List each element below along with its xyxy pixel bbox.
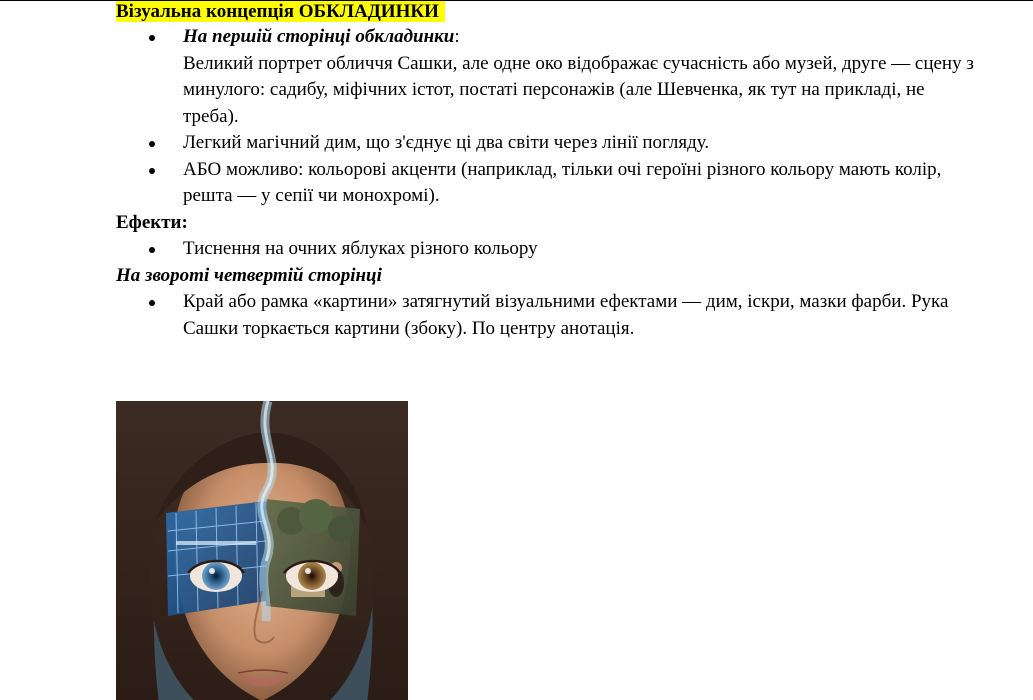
back-cover-list (116, 289, 976, 342)
smoke-description: Легкий магічний дим, що з'єднує ці два світи через лінії погляду. (183, 132, 710, 153)
portrait-illustration (116, 401, 408, 700)
front-cover-list (116, 24, 976, 210)
front-cover-title: На першій сторінці обкладинки (183, 26, 455, 47)
title-colon: : (454, 26, 460, 47)
highlighted-heading-text: Візуальна концепція ОБКЛАДИНКИ (116, 1, 445, 22)
cover-portrait-image (116, 401, 408, 700)
bullet-icon (149, 247, 155, 253)
bullet-icon (149, 141, 155, 147)
effects-item-text: Тиснення на очних яблуках різного кольору (183, 238, 538, 259)
list-item (183, 24, 976, 130)
list-item (183, 130, 976, 157)
bullet-icon (149, 168, 155, 174)
back-cover-item-text: Край або рамка «картини» затягнутий візуальними ефектами — дим, іскри, мазки фарби. Рука Сашки торкається картини (збоку). По центру анотація. (183, 291, 949, 339)
list-item (183, 157, 976, 210)
effects-label: Ефекти: (116, 211, 188, 233)
section-heading (116, 0, 976, 24)
effects-list (116, 236, 976, 263)
front-cover-description: Великий портрет обличчя Сашки, але одне око відображає сучасність або музей, друге — сцену з минулого: садибу, міфічних істот, постаті персонажів (але Шевченка, як тут на прикладі, не треба). (183, 52, 974, 127)
bullet-icon (149, 35, 155, 41)
bullet-icon (149, 300, 155, 306)
color-accent-description: АБО можливо: кольорові акценти (наприклад, тільки очі героїні різного кольору мають колір, решта — у сепії чи монохромі). (183, 158, 942, 206)
back-cover-label: На звороті четвертій сторінці (116, 264, 382, 286)
list-item (183, 289, 976, 342)
list-item (183, 236, 976, 263)
document-body (116, 0, 976, 342)
